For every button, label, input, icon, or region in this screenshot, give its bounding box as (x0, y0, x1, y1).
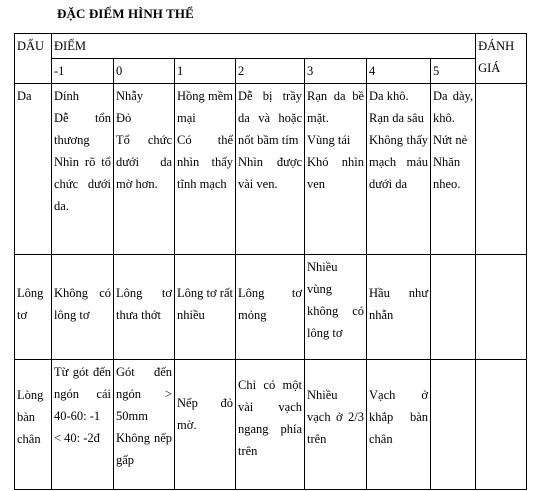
table-cell: Nhẫy Đỏ Tổ chức dưới da mờ hơn. (114, 84, 175, 255)
rating-cell (476, 84, 527, 255)
table-cell: Vạch ở khắp bàn chân (367, 360, 431, 490)
score-col: 2 (236, 59, 305, 84)
header-row-2 (15, 59, 527, 84)
score-col: 3 (305, 59, 367, 84)
table-cell: Lông tơ thưa thớt (114, 255, 175, 360)
header-row-1 (15, 34, 527, 59)
score-col: 5 (431, 59, 476, 84)
table-cell: Nhiều vạch ở 2/3 trên (305, 360, 367, 490)
table-row (15, 84, 527, 255)
table-cell (431, 255, 476, 360)
table-cell: Da dày, khô. Nứt nẻ Nhăn nheo. (431, 84, 476, 255)
rating-cell (476, 255, 527, 360)
table-cell: Không có lông tơ (52, 255, 114, 360)
table-cell: Lông tơ mỏng (236, 255, 305, 360)
document-title: ĐẶC ĐIỂM HÌNH THỂ (57, 6, 194, 21)
table-cell: Dễ bị trầy da và hoặc nốt bầm tím Nhìn được vài ven. (236, 84, 305, 255)
header-sign: DẤU (15, 34, 52, 84)
score-col: 1 (175, 59, 236, 84)
table-cell: Lông tơ rất nhiều (175, 255, 236, 360)
row-label: Da (15, 84, 52, 255)
table-cell: Nếp đỏ mờ. (175, 360, 236, 490)
table-cell: Hầu như nhẵn (367, 255, 431, 360)
table-cell (431, 360, 476, 490)
table-cell: Dính Dễ tổn thương Nhìn rõ tổ chức dưới da. (52, 84, 114, 255)
assessment-table (14, 33, 527, 490)
row-label: Lòng bàn chân (15, 360, 52, 490)
table-cell: Rạn da bề mặt. Vùng tái Khó nhìn ven (305, 84, 367, 255)
score-col: -1 (52, 59, 114, 84)
table-cell: Gót đến ngón > 50mm Không nếp gấp (114, 360, 175, 490)
rating-cell (476, 360, 527, 490)
table-cell: Từ gót đến ngón cái 40-60: -1 < 40: -2đ (52, 360, 114, 490)
table-cell: Nhiều vùng không có lông tơ (305, 255, 367, 360)
table-cell: Chỉ có một vài vạch ngang phía trên (236, 360, 305, 490)
score-col: 0 (114, 59, 175, 84)
row-label: Lông tơ (15, 255, 52, 360)
score-col: 4 (367, 59, 431, 84)
table-cell: Hồng mềm mại Có thể nhìn thấy tĩnh mạch (175, 84, 236, 255)
table-cell: Da khô. Rạn da sâu Không thấy mạch máu dưới da (367, 84, 431, 255)
header-rating: ĐÁNH GIÁ (476, 34, 527, 84)
header-score: ĐIỂM (52, 34, 476, 59)
table-row (15, 360, 527, 490)
table-row (15, 255, 527, 360)
